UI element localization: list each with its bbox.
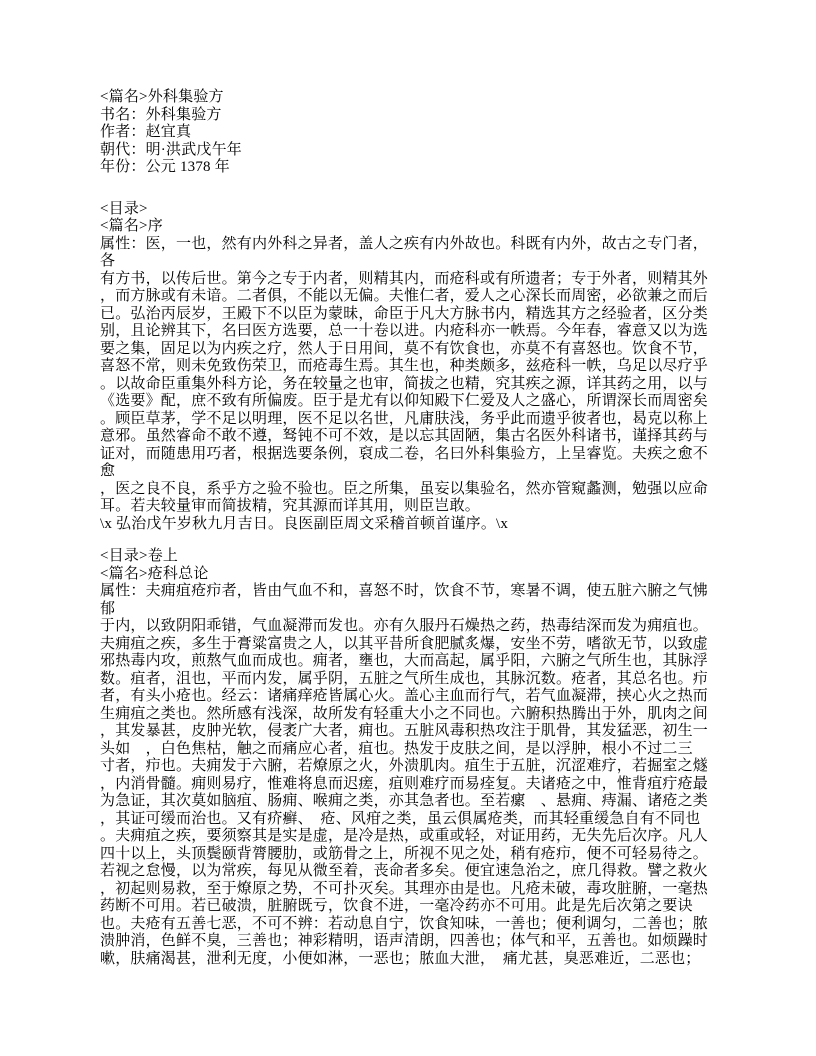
text-line: 属性：医，一也，然有内外科之异者，盖人之疾有内外故也。科既有内外，故古之专门者，各 xyxy=(100,235,709,269)
text-line: 证对，而随患用巧者，根据选要条例，裒成二卷，名曰外科集验方，上呈睿览。夫疾之愈不愈 xyxy=(100,445,709,479)
text-line: 要之集，固足以为内疾之疗，然人于日用间，莫不有饮食也，亦莫不有喜怒也。饮食不节， xyxy=(100,340,709,357)
text-line: ，而方脉或有未谙。二者俱，不能以无偏。夫惟仁者，爱人之心深长而周密，必欲兼之而后 xyxy=(100,288,709,304)
text-line: <篇名>序 xyxy=(100,218,163,234)
text-line: 者，有头小疮也。经云：诸痛痒疮皆属心火。盖心主血而行气，若气血凝滞，挟心火之热而 xyxy=(100,688,709,704)
text-line: ，其发暴甚，皮肿光软，侵袤广大者，痈也。五脏风毒积热攻注于肌骨，其发猛恶，初生一 xyxy=(100,723,709,739)
text-line: 头如 ，白色焦枯，触之而痛应心者，疽也。热发于皮肤之间，是以浮肿，根小不过二三 xyxy=(100,740,693,757)
section-preface xyxy=(100,201,718,534)
text-line: 数。疽者，沮也，平而内发，属乎阴，五脏之气所生成也，其脉沉数。疮者，其总名也。疖 xyxy=(100,670,709,687)
text-line: <目录>卷上 xyxy=(100,548,179,564)
document-metadata-block xyxy=(100,89,718,177)
text-line: 于内，以致阴阳乖错，气血凝滞而发也。亦有久服丹石燥热之药，热毒结深而发为痈疽也。 xyxy=(100,618,709,634)
text-line: 邪热毒内攻，煎熬气血而成也。痈者，壅也，大而高起，属乎阳，六腑之气所生也，其脉浮 xyxy=(100,653,709,669)
text-line: ，内消骨髓。痈则易疗，惟难将息而迟瘥，疽则难疗而易痊复。夫诸疮之中，惟背疽疔疮最 xyxy=(100,775,709,792)
text-line: \x 弘治戊午岁秋九月吉日。良医副臣周文采稽首顿首谨序。\x xyxy=(100,515,509,532)
text-line: 耳。若夫较量审而简拔精，究其源而详其用，则臣岂敢。 xyxy=(100,498,481,514)
text-line: ，其证可缓而治也。又有疥癣、 疮、风疳之类，虽云俱属疮类，而其轻重缓急自有不同也 xyxy=(100,810,701,827)
text-line: ，医之良不良，系乎方之验不验也。臣之所集，虽妄以集验名，然亦管窥蠡测，勉强以应命 xyxy=(100,480,709,497)
text-line: 朝代：明·洪武戊午年 xyxy=(100,141,242,158)
text-line: 生痈疽之类也。然所感有浅深，故所发有轻重大小之不同也。六腑积热腾出于外，肌肉之间 xyxy=(100,705,709,722)
text-line: 药断不可用。若已破溃，脏腑既亏，饮食不进，一毫冷药亦不可用。此是先后次第之要诀 xyxy=(100,898,693,914)
text-line: 已。弘治丙辰岁，王殿下不以臣为蒙昧，命臣于凡大方脉书内，精选其方之经验者，区分类 xyxy=(100,305,709,322)
text-line: 年份：公元 1378 年 xyxy=(100,159,230,175)
text-line: 四十以上，头顶鬓颐背膂腰肋，或筋骨之上，所视不见之处，稍有疮疖，便不可轻易待之。 xyxy=(100,845,709,862)
text-line: 别，且论辨其下，名曰医方选要，总一十卷以进。内疮科亦一帙焉。今年春，睿意又以为选 xyxy=(100,323,709,339)
text-line: 嗽，肤痛渴甚，泄利无度，小便如淋，一恶也；脓血大泄， 痛尤甚，臭恶难近，二恶也； xyxy=(100,950,701,967)
text-line: 属性：夫痈疽疮疖者，皆由气血不和，喜怒不时，饮食不节，寒暑不调，使五脏六腑之气怫郁 xyxy=(100,583,709,617)
text-line: 寸者，疖也。夫痈发于六腑，若燎原之火，外溃肌肉。疽生于五脏，沉涩难疗，若掘室之燧 xyxy=(100,758,709,774)
text-line: 夫痈疽之疾，多生于膏粱富贵之人，以其平昔所食肥腻炙爆，安坐不劳，嗜欲无节，以致虚 xyxy=(100,635,709,652)
text-line: 作者：赵宜真 xyxy=(100,124,192,140)
section-volume-one-general-treatise xyxy=(100,548,718,968)
text-line: <目录> xyxy=(100,200,148,217)
text-line: 为急证，其次莫如脑疽、肠痈、喉痈之类，亦其急者也。至若瘰 、悬痈、痔漏、诸疮之类 xyxy=(100,793,709,809)
text-line: 若视之怠慢，以为常疾，每见从微至着，丧命者多矣。便宜速急治之，庶几得救。譬之救火 xyxy=(100,863,709,879)
text-line: 意邪。虽然睿命不敢不遵，驽钝不可不效，是以忘其固陋，集古名医外科诸书，谨择其药与 xyxy=(100,428,709,444)
text-line: 。以故命臣重集外科方论，务在较量之也审，简拔之也精，究其疾之源，详其药之用，以与 xyxy=(100,375,709,392)
text-line: 《选要》配，庶不致有所偏废。臣于是尤有以仰知殿下仁爱及人之盛心，所谓深长而周密矣 xyxy=(100,393,709,409)
text-line: 有方书，以传后世。第今之专于内者，则精其内，而疮科或有所遗者；专于外者，则精其外 xyxy=(100,270,709,287)
text-line: 也。夫疮有五善七恶，不可不辨：若动息自宁，饮食知味，一善也；便利调匀，二善也；脓 xyxy=(100,915,709,932)
text-line: ，初起则易救，至于燎原之势，不可扑灭矣。其理亦由是也。凡疮未破，毒攻脏腑，一毫热 xyxy=(100,880,709,897)
text-line: <篇名>外科集验方 xyxy=(100,89,224,105)
text-line: 书名：外科集验方 xyxy=(100,106,222,123)
text-line: <篇名>疮科总论 xyxy=(100,565,209,582)
text-line: 喜怒不常，则未免致伤荣卫，而疮毒生焉。其生也，种类颇多，兹疮科一帙，乌足以尽疗乎 xyxy=(100,358,709,374)
text-line: 溃肿消，色鲜不臭，三善也；神彩精明，语声清朗，四善也；体气和平，五善也。如烦躁时 xyxy=(100,933,709,949)
text-line: 。顾臣草茅，学不足以明理，医不足以名世，凡庸肤浅，务乎此而遗乎彼者也，曷克以称上 xyxy=(100,410,709,427)
text-line: 。夫痈疽之疾，要须察其是实是虚，是冷是热，或重或轻，对证用药，无失先后次序。凡人 xyxy=(100,828,709,844)
